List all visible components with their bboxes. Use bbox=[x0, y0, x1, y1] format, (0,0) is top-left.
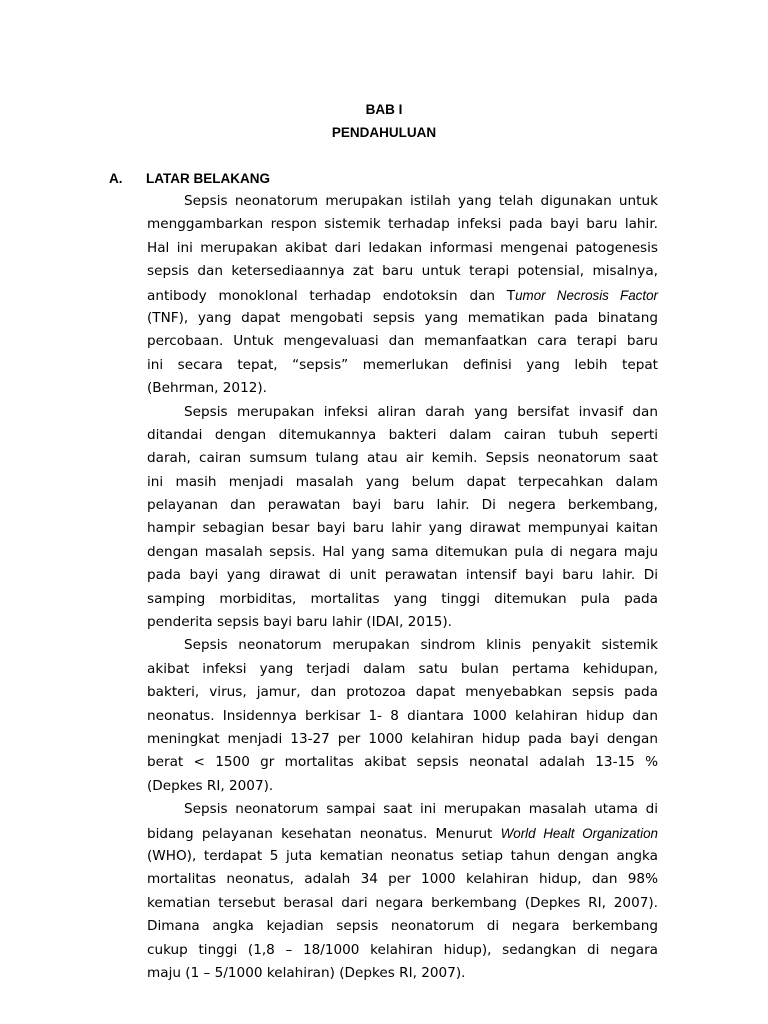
paragraph-line: Sepsis merupakan infeksi aliran darah yang bersifat invasif dan bbox=[184, 403, 658, 420]
paragraph bbox=[147, 798, 658, 985]
paragraph-line: hampir sebagian besar bayi baru lahir yang dirawat mempunyai kaitan bbox=[147, 520, 658, 537]
italic-term: World Healt Organization bbox=[500, 825, 658, 841]
paragraph-line: ini secara tepat, “sepsis” memerlukan definisi yang lebih tepat bbox=[147, 356, 658, 373]
section-letter: A. bbox=[109, 171, 123, 186]
paragraph-line: Dimana angka kejadian sepsis neonatorum di negara berkembang bbox=[147, 918, 658, 935]
paragraph-line: ini masih menjadi masalah yang belum dapat terpecahkan dalam bbox=[147, 473, 658, 490]
paragraph-line: cukup tinggi (1,8 – 18/1000 kelahiran hidup), sedangkan di negara bbox=[147, 941, 658, 958]
paragraph bbox=[147, 401, 658, 635]
paragraph-line: akibat infeksi yang terjadi dalam satu bulan pertama kehidupan, bbox=[147, 660, 658, 677]
paragraph-line: penderita sepsis bayi baru lahir (IDAI, 2015). bbox=[147, 614, 452, 631]
paragraph-line: (Behrman, 2012). bbox=[147, 380, 268, 397]
section-title: LATAR BELAKANG bbox=[146, 171, 270, 186]
chapter-number: BAB I bbox=[365, 102, 403, 117]
paragraph-line: percobaan. Untuk mengevaluasi dan memanfaatkan cara terapi baru bbox=[147, 333, 658, 350]
paragraph-line: samping morbiditas, mortalitas yang tinggi ditemukan pula pada bbox=[147, 590, 658, 607]
paragraph-line: Sepsis neonatorum sampai saat ini merupakan masalah utama di bbox=[184, 801, 658, 818]
paragraph-line: darah, cairan sumsum tulang atau air kemih. Sepsis neonatorum saat bbox=[147, 450, 658, 467]
paragraph-line: dengan masalah sepsis. Hal yang sama ditemukan pula di negara maju bbox=[147, 543, 658, 560]
paragraph-line: (WHO), terdapat 5 juta kematian neonatus setiap tahun dengan angka bbox=[147, 847, 658, 864]
chapter-title: PENDAHULUAN bbox=[331, 125, 437, 140]
paragraph-line: pada bayi yang dirawat di unit perawatan intensif bayi baru lahir. Di bbox=[147, 567, 658, 584]
paragraph-line: (Depkes RI, 2007). bbox=[147, 777, 274, 794]
paragraph-line: (TNF), yang dapat mengobati sepsis yang mematikan pada binatang bbox=[147, 309, 658, 326]
paragraph-line bbox=[147, 822, 658, 845]
paragraph-line: Sepsis neonatorum merupakan istilah yang telah digunakan untuk bbox=[184, 193, 658, 209]
paragraph-line: Hal ini merupakan akibat dari ledakan informasi mengenai patogenesis bbox=[147, 239, 658, 256]
paragraph bbox=[147, 190, 658, 401]
line-text: bidang pelayanan kesehatan neonatus. Menurut bbox=[147, 825, 501, 842]
paragraph-line: Sepsis neonatorum merupakan sindrom klinis penyakit sistemik bbox=[184, 637, 658, 654]
paragraph-line bbox=[147, 284, 658, 307]
paragraph-line: menggambarkan respon sistemik terhadap infeksi pada bayi baru lahir. bbox=[147, 216, 658, 233]
body-text bbox=[147, 190, 658, 985]
paragraph-line: bakteri, virus, jamur, dan protozoa dapat menyebabkan sepsis pada bbox=[147, 684, 658, 701]
paragraph-line: meningkat menjadi 13-27 per 1000 kelahiran hidup pada bayi dengan bbox=[147, 730, 658, 747]
paragraph-line: neonatus. Insidennya berkisar 1- 8 diantara 1000 kelahiran hidup dan bbox=[147, 707, 658, 724]
paragraph-line: sepsis dan ketersediaannya zat baru untuk terapi potensial, misalnya, bbox=[147, 263, 658, 280]
paragraph-line: mortalitas neonatus, adalah 34 per 1000 kelahiran hidup, dan 98% bbox=[147, 871, 658, 888]
line-text: antibody monoklonal terhadap endotoksin dan T bbox=[147, 287, 516, 304]
paragraph-line: berat < 1500 gr mortalitas akibat sepsis neonatal adalah 13-15 % bbox=[147, 754, 658, 771]
italic-term: umor Necrosis Factor bbox=[515, 287, 658, 303]
paragraph-line: ditandai dengan ditemukannya bakteri dalam cairan tubuh seperti bbox=[147, 426, 658, 443]
paragraph-line: kematian tersebut berasal dari negara berkembang (Depkes RI, 2007). bbox=[147, 894, 658, 911]
paragraph bbox=[147, 634, 658, 798]
paragraph-line: pelayanan dan perawatan bayi baru lahir. Di negera berkembang, bbox=[147, 497, 658, 514]
paragraph-line: maju (1 – 5/1000 kelahiran) (Depkes RI, 2007). bbox=[147, 964, 466, 981]
